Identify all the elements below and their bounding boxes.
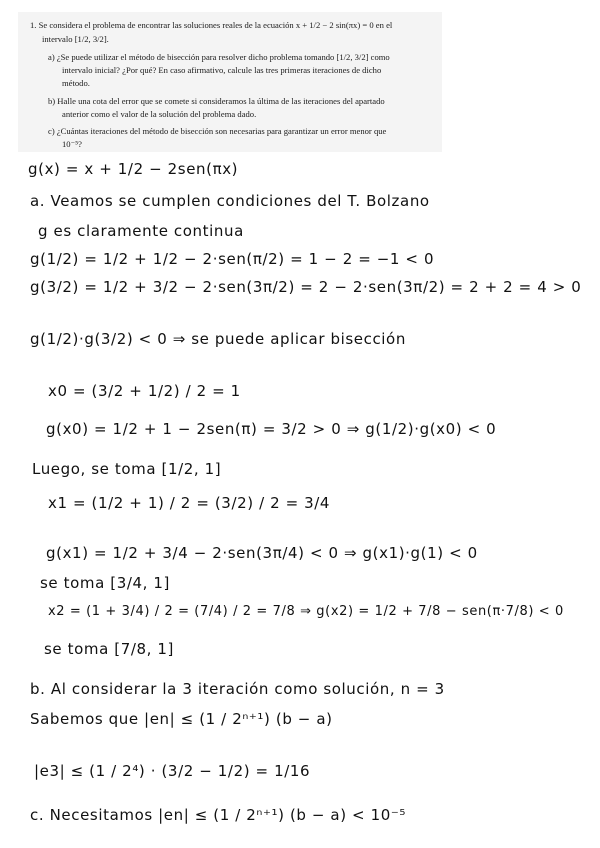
x0-midpoint: x0 = (3/2 + 1/2) / 2 = 1: [48, 382, 241, 400]
problem-part-a-line1: a) ¿Se puede utilizar el método de bisección para resolver dicho problema tomando [1/2, 3/2] como: [48, 52, 390, 62]
problem-item-1-line2: intervalo [1/2, 3/2].: [42, 34, 109, 44]
problem-statement: [18, 12, 442, 152]
eval-g-three-halves: g(3/2) = 1/2 + 3/2 − 2·sen(3π/2) = 2 − 2·sen(3π/2) = 2 + 2 = 4 > 0: [30, 278, 582, 296]
part-b-intro: b. Al considerar la 3 iteración como solución, n = 3: [30, 680, 445, 698]
error-bound-e3: |e3| ≤ (1 / 2⁴) · (3/2 − 1/2) = 1/16: [34, 762, 311, 780]
x2-midpoint-and-eval: x2 = (1 + 3/4) / 2 = (7/4) / 2 = 7/8 ⇒ g(x2) = 1/2 + 7/8 − sen(π·7/8) < 0: [48, 604, 564, 619]
problem-part-b-line1: b) Halle una cota del error que se comete si consideramos la última de las iteraciones del apartado: [48, 96, 385, 106]
problem-part-a-line2: intervalo inicial? ¿Por qué? En caso afirmativo, calcule las tres primeras iteraciones de dicho: [62, 65, 382, 75]
interval-choice-2: se toma [3/4, 1]: [40, 574, 170, 592]
continuity-note: g es claramente continua: [38, 222, 244, 240]
interval-choice-3: se toma [7/8, 1]: [44, 640, 174, 658]
problem-part-b-line2: anterior como el valor de la solución del problema dado.: [62, 109, 257, 119]
problem-part-c-line2: 10⁻⁵?: [62, 139, 82, 149]
problem-part-c-line1: c) ¿Cuántas iteraciones del método de bisección son necesarias para garantizar un error menor que: [48, 126, 387, 136]
problem-part-a-line3: método.: [62, 78, 90, 88]
part-a-bolzano-intro: a. Veamos se cumplen condiciones del T. Bolzano: [30, 192, 430, 210]
error-bound-formula: Sabemos que |en| ≤ (1 / 2ⁿ⁺¹) (b − a): [30, 710, 333, 728]
x1-midpoint: x1 = (1/2 + 1) / 2 = (3/2) / 2 = 3/4: [48, 494, 331, 512]
eval-g-half: g(1/2) = 1/2 + 1/2 − 2·sen(π/2) = 1 − 2 = −1 < 0: [30, 250, 435, 268]
eval-g-x0: g(x0) = 1/2 + 1 − 2sen(π) = 3/2 > 0 ⇒ g(1/2)·g(x0) < 0: [46, 420, 497, 438]
bisection-applicable: g(1/2)·g(3/2) < 0 ⇒ se puede aplicar bisección: [30, 330, 406, 348]
interval-choice-1: Luego, se toma [1/2, 1]: [32, 460, 222, 478]
eval-g-x1: g(x1) = 1/2 + 3/4 − 2·sen(3π/4) < 0 ⇒ g(x1)·g(1) < 0: [46, 544, 478, 562]
function-definition: g(x) = x + 1/2 − 2sen(πx): [28, 160, 239, 178]
problem-item-1-line1: 1. Se considera el problema de encontrar las soluciones reales de la ecuación x + 1/2 − 2 sin(πx) = 0 en el: [30, 20, 393, 30]
part-c-condition: c. Necesitamos |en| ≤ (1 / 2ⁿ⁺¹) (b − a) < 10⁻⁵: [30, 806, 406, 824]
